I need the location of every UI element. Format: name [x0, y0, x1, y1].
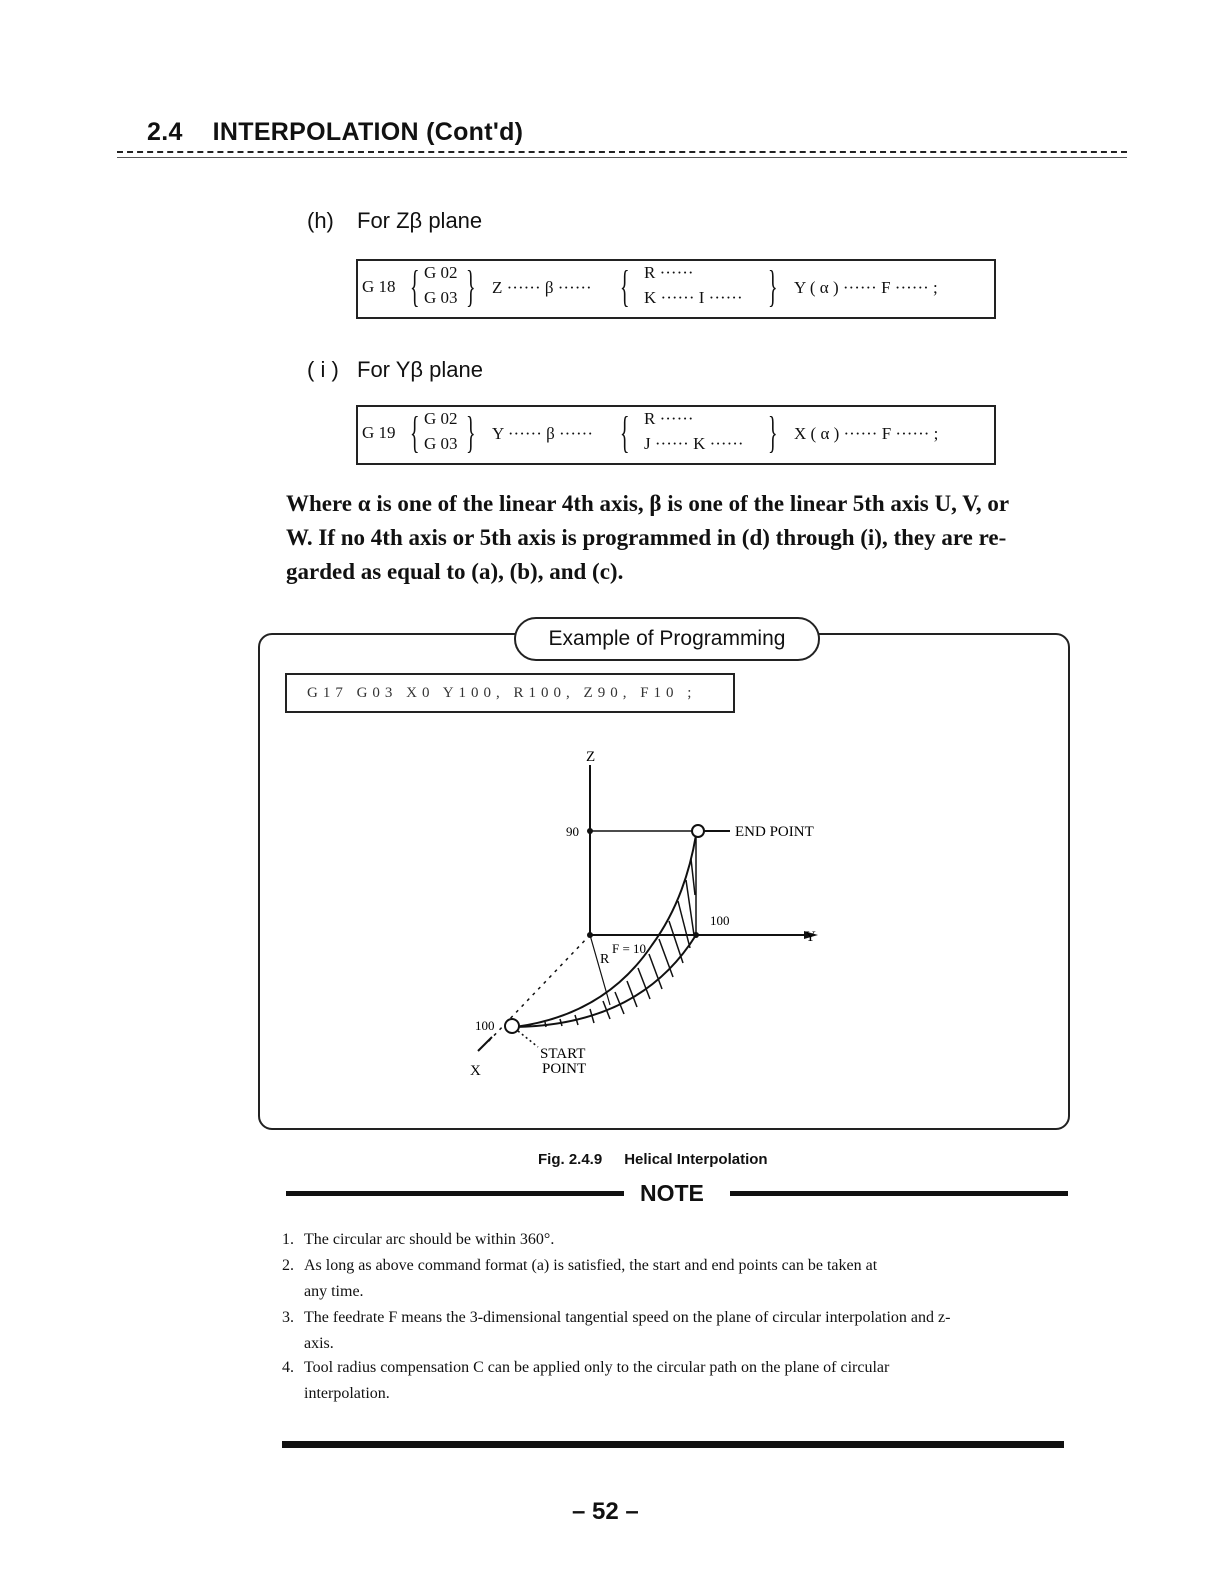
- paragraph-line: W. If no 4th axis or 5th axis is programmed in (d) through (i), they are re-: [286, 525, 1007, 550]
- header-rule: [117, 151, 1127, 153]
- gcode-option-g02: G 02: [424, 263, 458, 282]
- gcode-option-g03: G 03: [424, 434, 458, 453]
- x-axis-arrow-icon: [478, 1037, 492, 1051]
- note-bar-left: [286, 1191, 624, 1196]
- helical-path: [515, 835, 696, 1027]
- figure-number: Fig. 2.4.9: [538, 1151, 603, 1168]
- page-number: – 52 –: [572, 1498, 639, 1525]
- axes-words: Z ······ β ······: [492, 278, 592, 297]
- subsection-i-title: For Yβ plane: [357, 357, 483, 382]
- subsection-i-heading: [307, 357, 483, 383]
- brace-right-icon: }: [768, 262, 778, 311]
- note-text: The feedrate F means the 3-dimensional tangential speed on the plane of circular interpolation and z-: [304, 1309, 951, 1326]
- note-number: 2.: [282, 1257, 294, 1274]
- subsection-h-heading: [307, 208, 482, 234]
- z-axis-label: Z: [586, 749, 596, 765]
- gcode-option-g03: G 03: [424, 288, 458, 307]
- note-text-continued: any time.: [304, 1283, 364, 1300]
- helical-diagram: [440, 735, 860, 1085]
- note-number: 4.: [282, 1359, 294, 1376]
- header-rule-thin: [117, 157, 1127, 158]
- note-text: As long as above command format (a) is satisfied, the start and end points can be taken at: [304, 1257, 878, 1274]
- end-point-label: END POINT: [735, 824, 814, 840]
- x-axis-line: [485, 935, 590, 1045]
- y-axis-label: Y: [805, 929, 816, 945]
- gcode-option-g02: G 02: [424, 409, 458, 428]
- axes-words: Y ······ β ······: [492, 424, 593, 443]
- brace-right-icon: }: [466, 262, 476, 311]
- note-item: [282, 1305, 1072, 1357]
- subsection-i-label: ( i ): [307, 357, 339, 382]
- end-point-marker: [692, 825, 704, 837]
- format-box-ybeta: [356, 405, 996, 465]
- brace-left-icon: {: [410, 262, 420, 311]
- note-text: The circular arc should be within 360°.: [304, 1231, 555, 1248]
- start-point-leader: [518, 1031, 538, 1047]
- section-heading: INTERPOLATION (Cont'd): [212, 118, 524, 146]
- subsection-h-label: (h): [307, 208, 334, 233]
- format-tail: X ( α ) ······ F ······ ;: [794, 424, 939, 443]
- note-number: 3.: [282, 1309, 294, 1326]
- gcode-plane: G 19: [362, 423, 396, 442]
- subsection-h-title: For Zβ plane: [357, 208, 483, 233]
- note-bar-right: [730, 1191, 1068, 1196]
- brace-right-icon: }: [466, 408, 476, 457]
- y100-label: 100: [710, 913, 730, 928]
- format-box-zbeta: [356, 259, 996, 319]
- x-axis-label: X: [470, 1063, 481, 1079]
- brace-left-icon: {: [410, 408, 420, 457]
- section-title: [147, 118, 523, 147]
- explanation-paragraph: [286, 487, 1076, 589]
- section-number: 2.4: [147, 118, 183, 146]
- figure-caption: [538, 1151, 768, 1168]
- example-title: Example of Programming: [514, 617, 820, 661]
- note-text-continued: interpolation.: [304, 1385, 390, 1402]
- arc-radius-word: R ······: [644, 263, 694, 282]
- radius-line: [590, 935, 610, 1005]
- note-text-continued: axis.: [304, 1335, 334, 1352]
- note-heading: NOTE: [640, 1180, 704, 1206]
- brace-right-icon: }: [768, 408, 778, 457]
- bottom-rule: [282, 1441, 1064, 1448]
- feed-label: F = 10: [612, 941, 647, 956]
- arc-center-words: K ······ I ······: [644, 288, 743, 307]
- note-item: [282, 1227, 1072, 1253]
- brace-left-icon: {: [620, 262, 630, 311]
- radius-label: R: [600, 952, 610, 967]
- example-code: G17 G03 X0 Y100, R100, Z90, F10 ;: [285, 673, 735, 713]
- paragraph-line: Where α is one of the linear 4th axis, β is one of the linear 5th axis U, V, or: [286, 491, 1010, 516]
- format-tail: Y ( α ) ······ F ······ ;: [794, 278, 938, 297]
- arc-radius-word: R ······: [644, 409, 694, 428]
- gcode-plane: G 18: [362, 277, 396, 296]
- start-point-label-1: START: [540, 1046, 586, 1062]
- brace-left-icon: {: [620, 408, 630, 457]
- note-item: [282, 1253, 1072, 1305]
- projected-arc: [515, 935, 696, 1027]
- z90-tick-dot: [587, 828, 593, 834]
- note-number: 1.: [282, 1231, 294, 1248]
- start-point-marker: [505, 1019, 519, 1033]
- z90-label: 90: [566, 824, 579, 839]
- note-text: Tool radius compensation C can be applied only to the circular path on the plane of circular: [304, 1359, 890, 1376]
- start-point-label-2: POINT: [542, 1061, 587, 1077]
- figure-title: Helical Interpolation: [624, 1151, 768, 1168]
- paragraph-line: garded as equal to (a), (b), and (c).: [286, 559, 624, 584]
- x100-label: 100: [475, 1018, 495, 1033]
- arc-center-words: J ······ K ······: [644, 434, 744, 453]
- note-item: [282, 1355, 1072, 1407]
